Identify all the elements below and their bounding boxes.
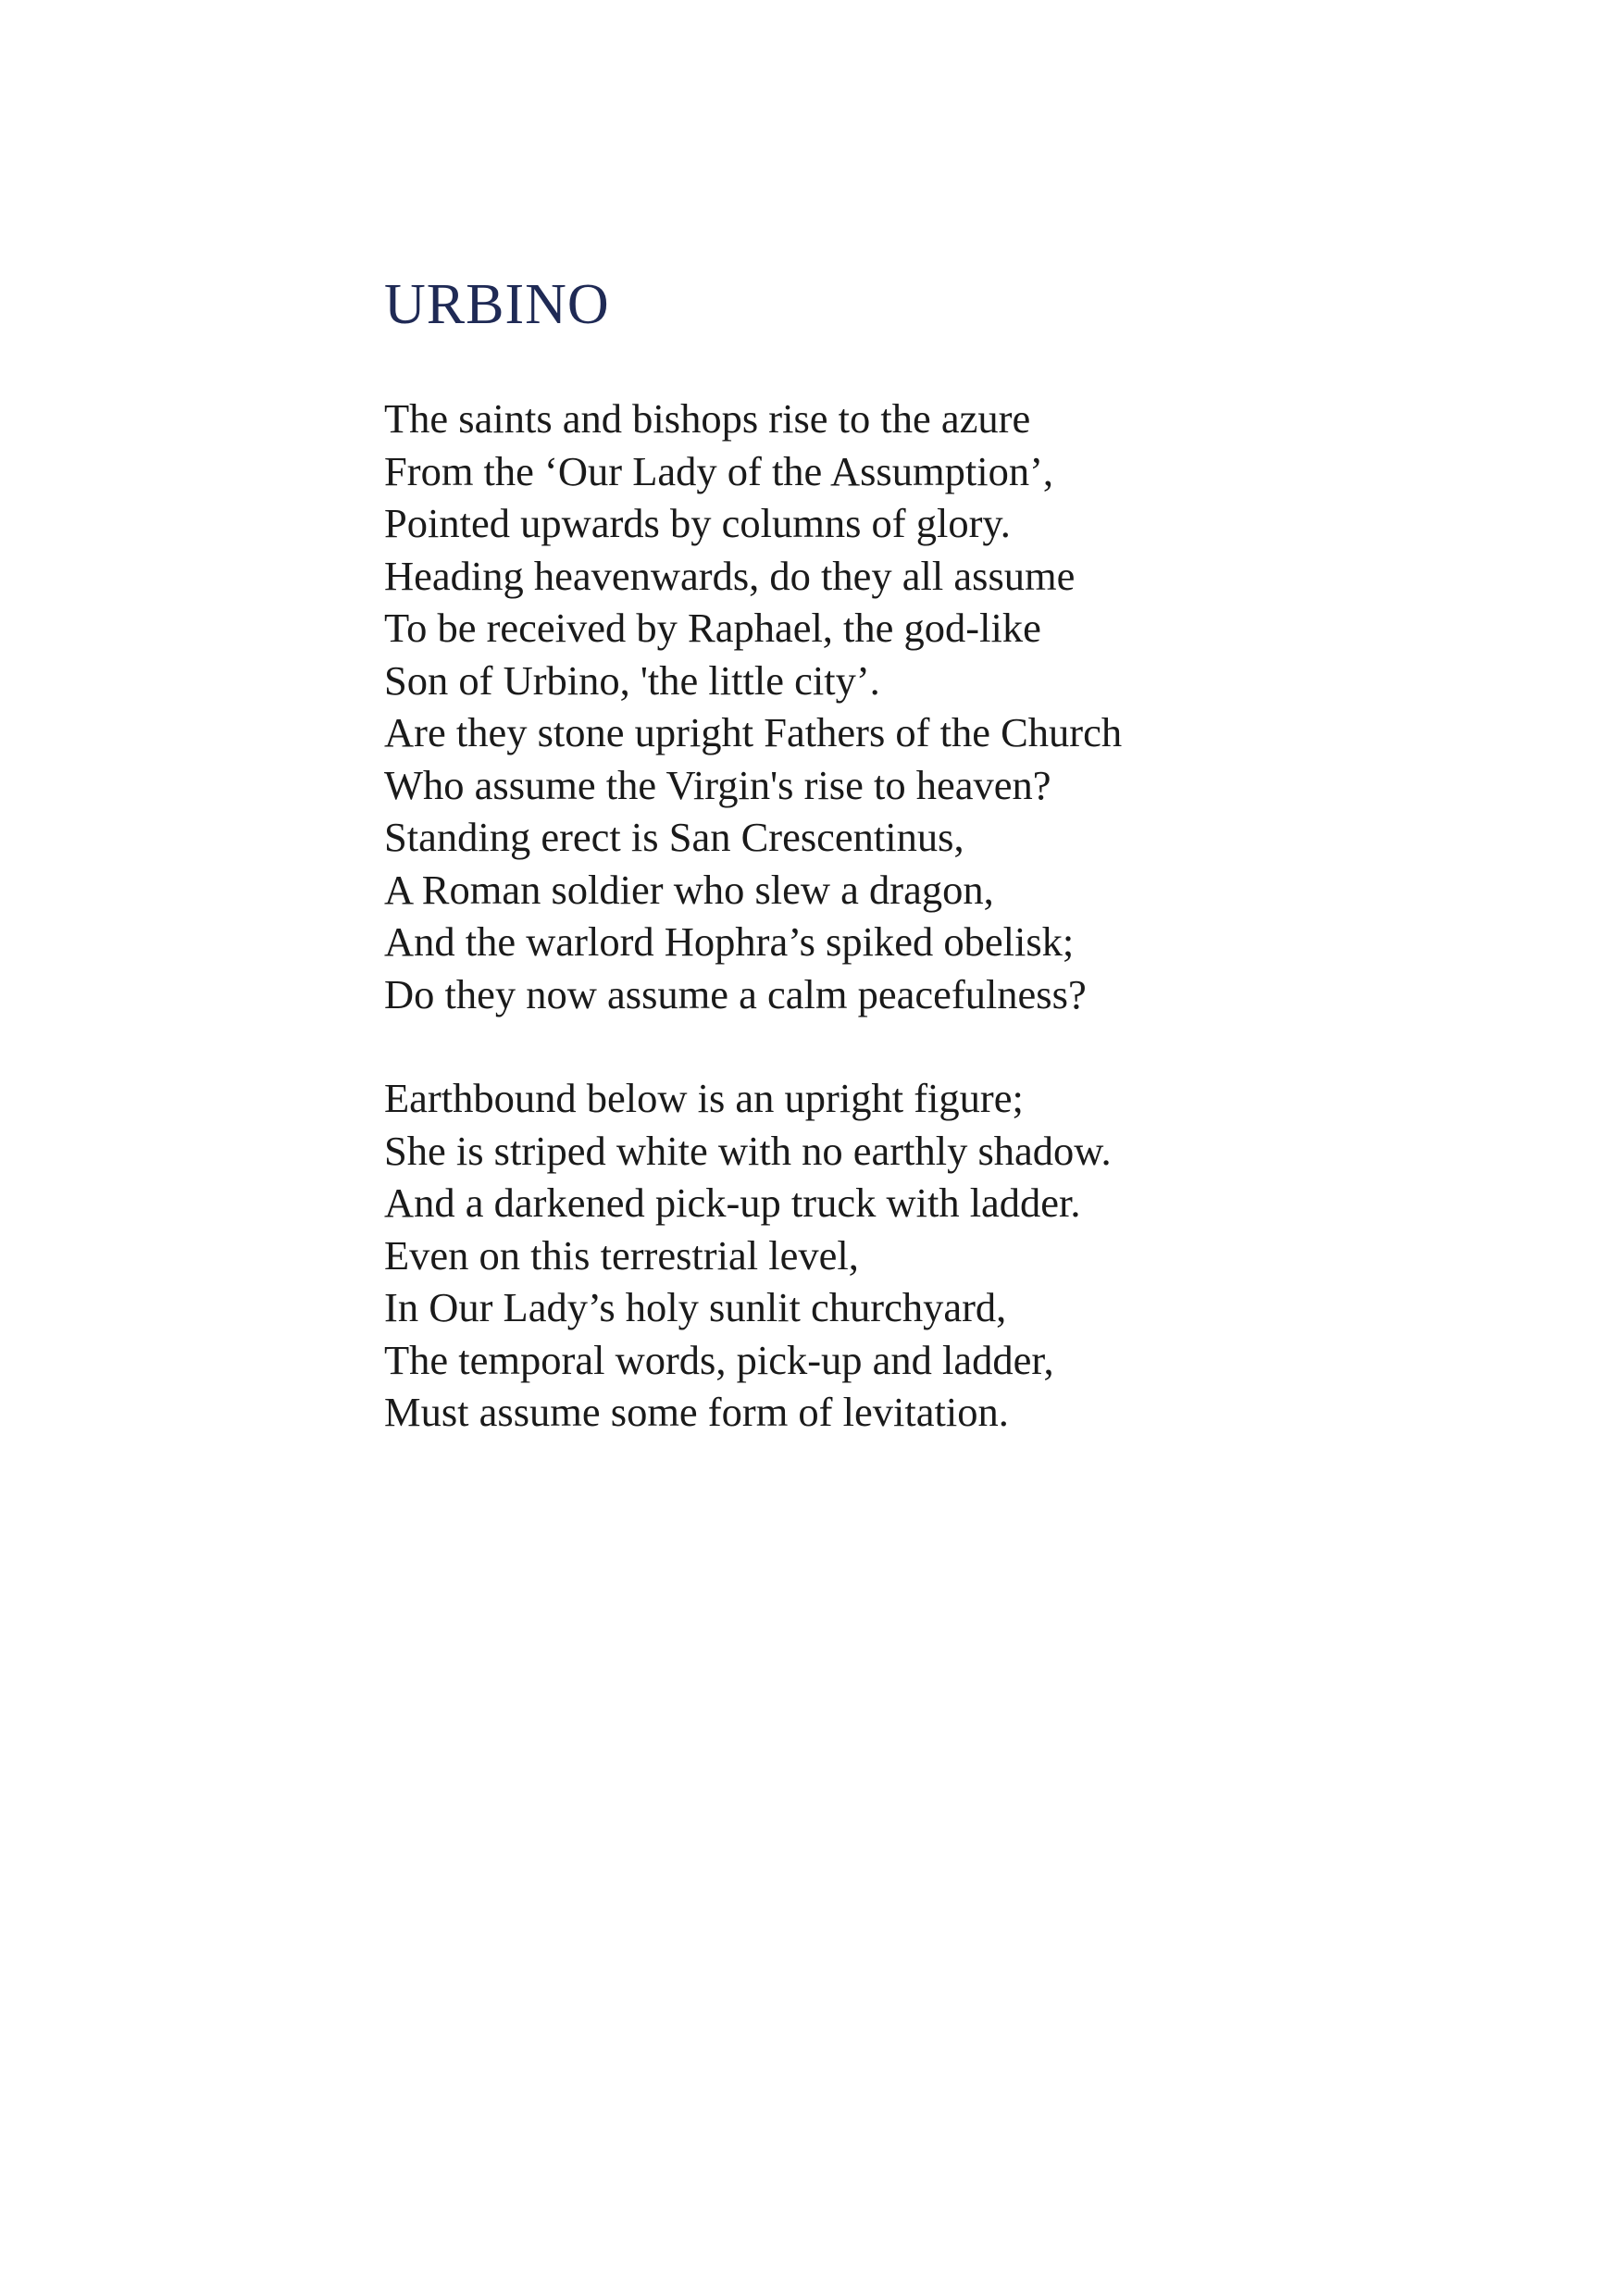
poem-line: Son of Urbino, 'the little city’. <box>384 656 880 704</box>
stanza-2 <box>384 1072 1495 1439</box>
poem-line: A Roman soldier who slew a dragon, <box>384 866 994 913</box>
poem-line: Pointed upwards by columns of glory. <box>384 500 1011 546</box>
poem-line: Who assume the Virgin's rise to heaven? <box>384 761 1051 808</box>
poem <box>384 268 1495 1439</box>
poem-line: The temporal words, pick-up and ladder, <box>384 1336 1054 1383</box>
poem-line: She is striped white with no earthly shadow. <box>384 1127 1112 1174</box>
poem-line: In Our Lady’s holy sunlit churchyard, <box>384 1284 1007 1330</box>
poem-line: Heading heavenwards, do they all assume <box>384 552 1076 599</box>
poem-line: Must assume some form of levitation. <box>384 1389 1009 1435</box>
poem-line: To be received by Raphael, the god-like <box>384 605 1041 651</box>
stanza-1 <box>384 393 1495 1020</box>
poem-line: Are they stone upright Fathers of the Church <box>384 709 1123 755</box>
poem-line: And a darkened pick-up truck with ladder. <box>384 1179 1081 1226</box>
poem-line: From the ‘Our Lady of the Assumption’, <box>384 447 1054 494</box>
poem-title: URBINO <box>384 273 610 336</box>
poem-line: Standing erect is San Crescentinus, <box>384 814 964 860</box>
poem-line: Even on this terrestrial level, <box>384 1231 859 1279</box>
poem-line: The saints and bishops rise to the azure <box>384 395 1031 442</box>
poem-line: Do they now assume a calm peacefulness? <box>384 970 1087 1017</box>
poem-line: And the warlord Hophra’s spiked obelisk; <box>384 918 1075 965</box>
poem-line: Earthbound below is an upright figure; <box>384 1075 1024 1121</box>
